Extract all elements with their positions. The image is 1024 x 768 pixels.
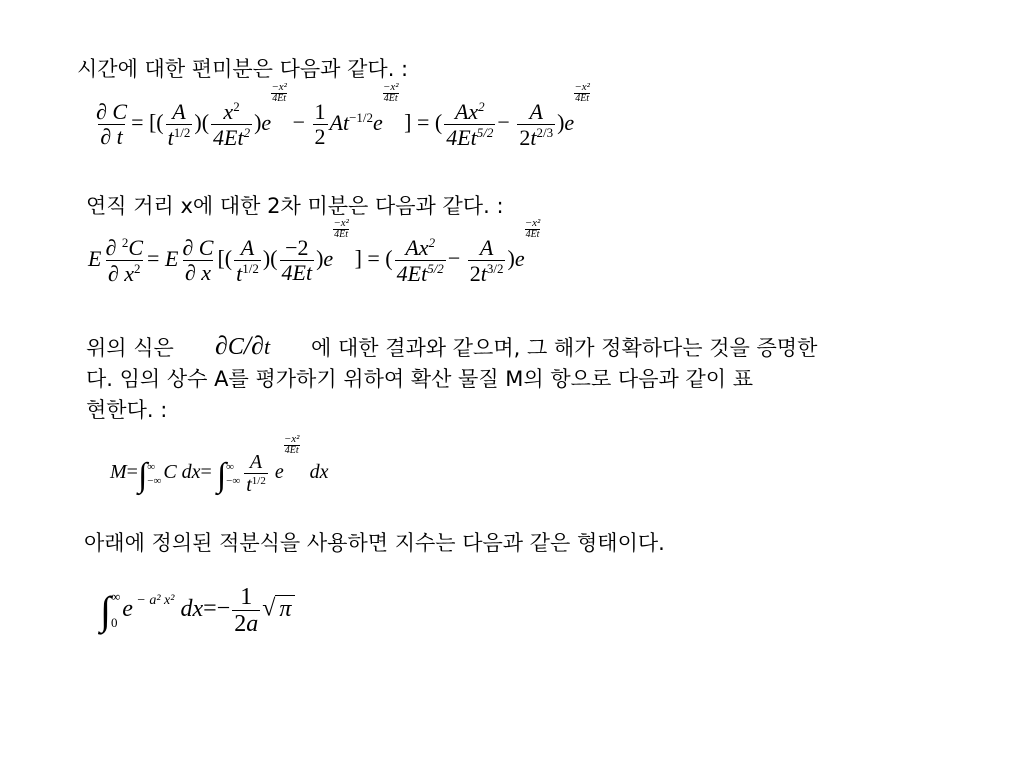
paragraph-result-line-2: 다. 임의 상수 A를 평가하기 위하여 확산 물질 M의 항으로 다음과 같이 표 (86, 367, 753, 391)
formula-gaussian-integral: ∫ ∞ 0 e $^{- a^2 x^2}$ dx=− $\frac{1}{2a}$ √ π (100, 584, 295, 636)
formula-mass-integral: M=∫ ∞ −∞ C dx= ∫ ∞ −∞ $\frac{A}{t^{1/2}}$ e $\frac{\text{−x²}}{4Et}$ dx (110, 433, 329, 496)
paragraph-second-derivative-intro: 연직 거리 x에 대한 2차 미분은 다음과 같다. : (86, 194, 504, 218)
paragraph-result-line-1a: 위의 식은 (86, 336, 174, 360)
paragraph-integral-intro: 아래에 정의된 적분식을 사용하면 지수는 다음과 같은 형태이다. (84, 531, 665, 555)
formula-second-derivative: E $\frac{\partial ^2C}{\partial x^2}$ = E $\frac{\partial C}{\partial x}$ [( $\frac{A}{t^{1/2}}$ )( $\frac{-2}{4Et}$ )e $\frac{\text{−x²}}{4Et}$ ] = ( $\frac{Ax^2}{4Et^{5/2}}$ − $\frac{A}{2t^{3/2}}$ )e $\frac{\text{−x²}}{4Et}$ (88, 217, 541, 286)
formula-time-derivative: $\frac{\partial C}{\partial t}$ = [( $\frac{A}{t^{1/2}}$ )( $\frac{x^2}{4Et^2}$ )e $\frac{\text{−x²}}{4Et}$ − $\frac{1}{2}$ $At^{-1/2}e$ $\frac{\text{−x²}}{4Et}$ ] = ( $\frac{Ax^2}{4Et^{5/2}}$ − $\frac{A}{2t^{2/3}}$ )e $\frac{\text{−x²}}{4Et}$ (96, 81, 590, 150)
paragraph-result-line-3: 현한다. : (86, 398, 168, 422)
paragraph-result-line-1b: 에 대한 결과와 같으며, 그 해가 정확하다는 것을 증명한 (311, 336, 818, 360)
paragraph-time-derivative-intro: 시간에 대한 편미분은 다음과 같다. : (77, 57, 409, 81)
inline-partial-symbol: ∂C/∂t (215, 331, 271, 360)
